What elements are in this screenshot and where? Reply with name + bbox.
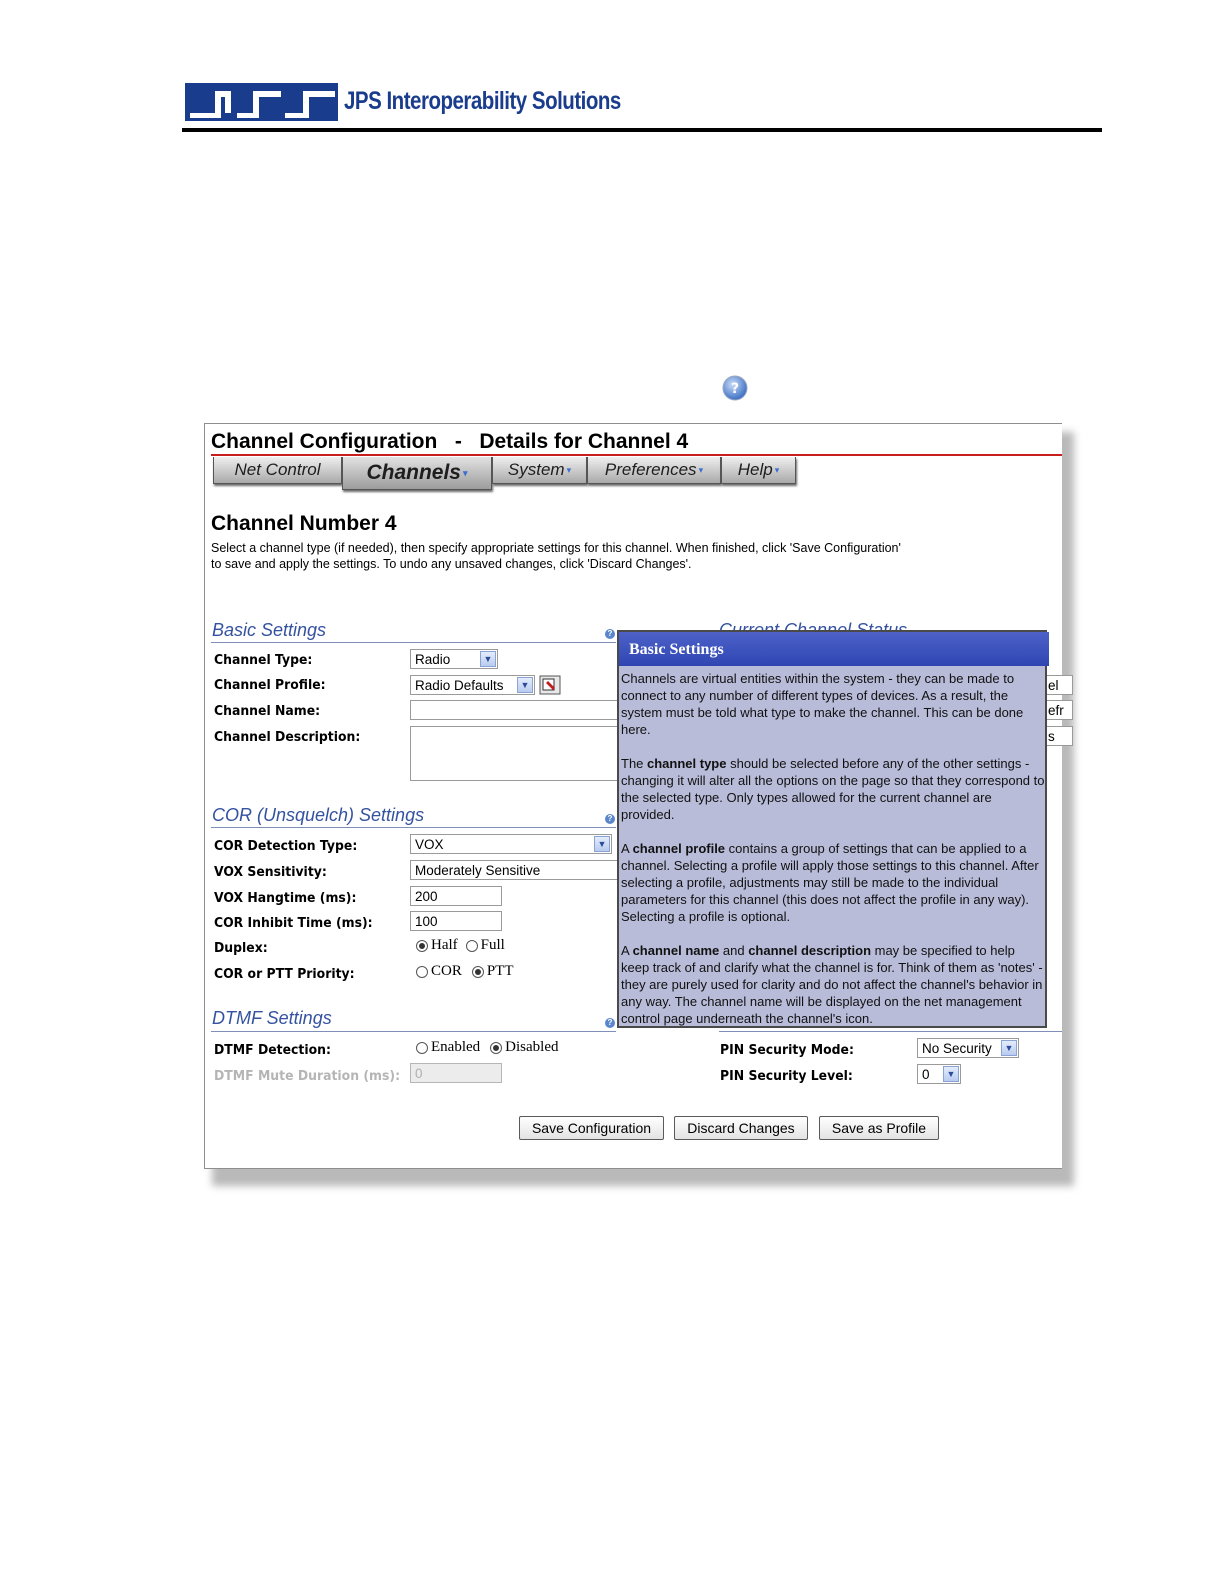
chevron-down-icon: ▾ — [698, 464, 704, 475]
dtmf-enabled-radio[interactable] — [416, 1042, 428, 1054]
cor-detection-type-select[interactable] — [410, 834, 612, 854]
channel-profile-label: Channel Profile: — [214, 677, 326, 693]
tab-label: System — [507, 460, 565, 479]
chevron-down-icon: ▼ — [517, 677, 533, 693]
duplex-full-radio[interactable] — [466, 940, 478, 952]
popup-text: The — [621, 756, 648, 771]
help-icon[interactable]: ? — [605, 814, 615, 824]
chevron-down-icon: ▼ — [480, 651, 496, 667]
priority-label: COR or PTT Priority: — [214, 966, 355, 982]
instructions-line: Select a channel type (if needed), then specify appropriate settings for this channel. When finished, click 'Save Configuration' — [211, 541, 901, 555]
dtmf-mute-duration-input: 0 — [410, 1063, 502, 1083]
cor-inhibit-time-label: COR Inhibit Time (ms): — [214, 915, 373, 931]
radio-label: COR — [431, 963, 462, 979]
vox-hangtime-input[interactable]: 200 — [410, 886, 502, 906]
popup-text: and — [719, 943, 749, 958]
instructions — [211, 540, 951, 572]
status-value-partial: el — [1048, 678, 1059, 693]
section-rule — [211, 827, 616, 828]
select-value: Radio Defaults — [415, 678, 504, 693]
dtmf-detection-radio-group — [416, 1039, 558, 1056]
cor-detection-type-label: COR Detection Type: — [214, 838, 358, 854]
radio-label: Half — [431, 937, 458, 953]
chevron-down-icon: ▾ — [566, 464, 572, 475]
tab-net-control[interactable] — [213, 457, 342, 484]
popup-term: channel description — [748, 943, 872, 958]
tab-help[interactable] — [721, 457, 796, 484]
edit-profile-icon[interactable] — [539, 675, 561, 695]
channel-heading: Channel Number 4 — [211, 512, 397, 535]
popup-title: Basic Settings — [629, 641, 724, 658]
radio-label: Full — [480, 937, 505, 953]
popup-text: may be specified to help keep track of and clarify what the channel is for. Think of them as 'notes' - they are purely used for clarity and do not affect the channel's behavior in any way. The channel name will be displayed on the net management control page underneath the channel's icon. — [621, 943, 1043, 1026]
status-value-partial: s — [1048, 729, 1055, 744]
channel-type-label: Channel Type: — [214, 652, 313, 668]
dtmf-settings-title: DTMF Settings — [212, 1008, 332, 1028]
help-icon[interactable] — [722, 375, 748, 401]
dtmf-disabled-radio[interactable] — [490, 1042, 502, 1054]
tab-system[interactable] — [492, 457, 587, 484]
brand-name: JPS Interoperability Solutions — [344, 87, 621, 115]
page-title: Channel Configuration - Details for Channel 4 — [211, 430, 689, 453]
chevron-down-icon: ▾ — [463, 467, 468, 478]
priority-cor-radio[interactable] — [416, 966, 428, 978]
tab-label: Help — [737, 460, 773, 479]
vox-sensitivity-label: VOX Sensitivity: — [214, 864, 327, 880]
basic-settings-help-popup — [617, 630, 1047, 1028]
select-value: Radio — [415, 652, 451, 667]
popup-text: A — [621, 943, 633, 958]
vox-sensitivity-select[interactable]: Moderately Sensitive — [410, 860, 630, 880]
pin-security-level-label: PIN Security Level: — [720, 1068, 853, 1084]
duplex-half-radio[interactable] — [416, 940, 428, 952]
save-configuration-button[interactable]: Save Configuration — [519, 1116, 664, 1140]
radio-label: PTT — [486, 963, 514, 979]
popup-text: contains a group of settings that can be applied to a channel. Selecting a profile will apply those settings to this channel. After selecting a profile, adjustments may still be made to the individual parameters for this channel (this does not affect the profile in any way). Selecting a profile is optional. — [621, 841, 1039, 924]
instructions-line: to save and apply the settings. To undo any unsaved changes, click 'Discard Changes'. — [211, 557, 692, 571]
status-field-partial — [1043, 675, 1073, 695]
status-value-partial: efr — [1048, 703, 1064, 718]
tab-channels[interactable] — [342, 457, 492, 490]
section-rule — [211, 642, 616, 643]
channel-profile-select[interactable] — [410, 675, 535, 695]
section-rule — [211, 1031, 616, 1032]
channel-description-textarea[interactable] — [410, 726, 630, 781]
priority-radio-group — [416, 963, 514, 980]
popup-text: A — [621, 841, 633, 856]
header-rule — [182, 128, 1102, 132]
status-field-partial — [1043, 726, 1073, 746]
select-value: VOX — [415, 837, 444, 852]
channel-type-select[interactable] — [410, 649, 498, 669]
cor-settings-title: COR (Unsquelch) Settings — [212, 805, 425, 825]
popup-body — [621, 670, 1045, 1044]
popup-header[interactable] — [619, 632, 1049, 666]
dtmf-detection-label: DTMF Detection: — [214, 1042, 331, 1058]
pin-security-mode-label: PIN Security Mode: — [720, 1042, 854, 1058]
popup-term: channel name — [632, 943, 720, 958]
duplex-label: Duplex: — [214, 940, 268, 956]
popup-paragraph — [621, 942, 1045, 1027]
help-icon[interactable]: ? — [605, 1018, 615, 1028]
tab-label: Net Control — [234, 460, 321, 479]
tab-label: Channels — [366, 461, 461, 484]
basic-settings-title: Basic Settings — [212, 620, 327, 640]
popup-paragraph: Channels are virtual entities within the system - they can be made to connect to any number of different types of devices. As a result, the system must be told what type to make the channel. This can be done here. — [621, 671, 1024, 737]
vox-hangtime-label: VOX Hangtime (ms): — [214, 890, 357, 906]
channel-description-label: Channel Description: — [214, 729, 361, 745]
pin-security-level-select[interactable] — [917, 1064, 961, 1084]
svg-text:?: ? — [730, 381, 740, 397]
title-rule — [211, 454, 1062, 456]
jps-logo-icon — [185, 83, 338, 121]
select-value: No Security — [922, 1041, 992, 1056]
discard-changes-button[interactable]: Discard Changes — [674, 1116, 808, 1140]
dtmf-mute-duration-label: DTMF Mute Duration (ms): — [214, 1068, 401, 1084]
channel-name-input[interactable] — [410, 700, 630, 720]
popup-paragraph — [621, 755, 1045, 823]
save-as-profile-button[interactable]: Save as Profile — [819, 1116, 939, 1140]
help-icon[interactable]: ? — [605, 629, 615, 639]
select-value: 0 — [922, 1067, 930, 1082]
chevron-down-icon: ▼ — [943, 1066, 959, 1082]
popup-term: channel profile — [632, 841, 726, 856]
channel-config-window — [204, 423, 1062, 1169]
radio-label: Enabled — [431, 1039, 481, 1055]
chevron-down-icon: ▼ — [1001, 1040, 1017, 1056]
cor-inhibit-time-input[interactable]: 100 — [410, 911, 502, 931]
chevron-down-icon: ▾ — [774, 464, 780, 475]
tab-label: Preferences — [604, 460, 697, 479]
channel-name-label: Channel Name: — [214, 703, 321, 719]
priority-ptt-radio[interactable] — [472, 966, 484, 978]
popup-text: should be selected before any of the other settings - changing it will alter all the options on the page so that they correspond to the selected type. Only types allowed for the current channel are provided. — [621, 756, 1045, 822]
popup-term: channel type — [647, 756, 727, 771]
popup-paragraph — [621, 840, 1045, 925]
chevron-down-icon: ▼ — [594, 836, 610, 852]
duplex-radio-group — [416, 937, 505, 954]
tab-preferences[interactable] — [587, 457, 721, 484]
radio-label: Disabled — [505, 1039, 559, 1055]
status-field-partial — [1043, 700, 1073, 720]
